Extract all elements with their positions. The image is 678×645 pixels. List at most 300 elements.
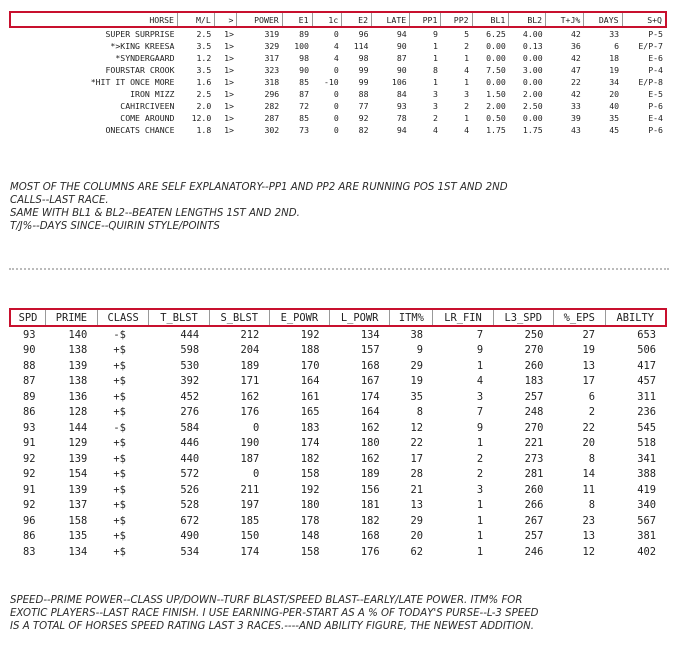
table-cell: 134 [68,545,88,558]
table-cell: 47 [570,65,581,75]
table-cell: 88 [22,359,36,372]
table-cell: 9 [476,344,484,357]
col-header: L3_SPD [493,309,553,326]
table-cell: 83 [22,545,36,558]
table-cell: 12 [410,421,423,434]
table-cell: 0 [333,89,339,99]
table-cell: 1 [464,77,470,87]
table-cell: 221 [524,437,544,450]
table-cell: 20 [609,89,620,99]
table-cell: E-6 [648,53,663,63]
columns-explanation-note [10,181,660,233]
table-cell: 260 [524,483,544,496]
table-row [10,420,666,436]
table-cell: 1 [476,514,484,527]
table-cell: 0.00 [486,41,506,51]
table-row [10,124,666,136]
table-cell: 3 [476,483,484,496]
col-header: PP1 [410,12,441,27]
table-cell: COME AROUND [120,113,175,123]
table-cell: 40 [609,101,620,111]
table-cell: 381 [637,530,656,543]
table-cell: ONECATS CHANCE [105,125,175,135]
table-cell: 96 [358,29,369,39]
table-cell: 162 [360,421,380,434]
table-cell: 0.13 [522,41,543,51]
table-cell: 270 [524,421,544,434]
note-line: T/J%--DAYS SINCE--QUIRIN STYLE/POINTS [10,221,220,232]
table-cell: 11 [582,483,596,496]
ratings-explanation-note [10,594,660,633]
table-cell: +$ [113,545,126,558]
table-cell: 188 [300,344,320,357]
col-header: POWER [237,12,282,27]
table-cell: 92 [22,499,36,512]
table-cell: 4.00 [522,29,543,39]
table-cell: 106 [391,77,407,87]
table-cell: 189 [240,359,260,372]
table-cell: 90 [22,344,36,357]
col-header: ITM% [390,309,433,326]
table-cell: 139 [68,452,88,465]
table-cell: 0.00 [486,77,506,87]
table-cell: +$ [113,483,126,496]
table-cell: 162 [240,390,260,403]
table-cell: 187 [240,452,260,465]
table-cell: 140 [68,328,88,341]
table-cell: E/P-8 [638,77,663,87]
table-cell: 170 [300,359,320,372]
table-cell: 92 [358,113,369,123]
table-cell: 91 [22,437,36,450]
table-cell: 27 [582,328,596,341]
table-cell: 9 [476,421,484,434]
table-cell: -$ [113,421,126,434]
table-cell: 2.00 [522,89,543,99]
note-line: CALLS--LAST RACE. [10,195,109,206]
table-cell: 0.00 [522,53,543,63]
table-cell: +$ [113,406,126,419]
table-cell: +$ [113,437,126,450]
table-cell: 13 [410,499,423,512]
table-cell: 180 [360,437,380,450]
table-cell: 672 [180,514,200,527]
table-cell: 45 [609,125,620,135]
table-cell: 98 [299,53,309,63]
table-cell: 87 [396,53,407,63]
col-header: SPD [10,309,46,326]
table-cell: 317 [264,53,280,63]
table-cell: 276 [180,406,200,419]
horse-summary-table [9,11,667,136]
table-cell: 2.00 [486,101,506,111]
table-cell: 99 [358,65,369,75]
table-cell: 88 [358,89,369,99]
table-cell: 158 [300,468,320,481]
table-cell: 506 [637,344,656,357]
table-cell: 319 [264,29,280,39]
table-cell: 530 [180,359,200,372]
table-cell: 296 [264,89,280,99]
table-cell: 13 [582,359,596,372]
table-cell: 182 [360,514,380,527]
table-cell: 340 [637,499,656,512]
table-cell: 1 [476,530,484,543]
col-header: DAYS [584,12,622,27]
table-cell: +$ [113,468,126,481]
table-cell: 267 [524,514,544,527]
table-cell: 183 [300,421,320,434]
table-cell: 1> [224,29,234,39]
table-cell: 1 [432,41,438,51]
table-cell: 2.5 [196,89,212,99]
note-line: EXOTIC PLAYERS--LAST RACE FINISH. I USE EARNING-PER-START AS A % OF TODAY'S PURSE--L-3 SPEED [10,608,539,619]
table-cell: 157 [360,344,380,357]
table-cell: 38 [410,328,423,341]
note-line: MOST OF THE COLUMNS ARE SELF EXPLANATORY--PP1 AND PP2 ARE RUNNING POS 1ST AND 2ND [10,182,508,193]
table-cell: 22 [582,421,596,434]
table-cell: P-4 [648,65,663,75]
table-cell: 3.5 [196,65,212,75]
table-cell: P-5 [648,29,663,39]
col-header: %_EPS [553,309,605,326]
table-cell: 35 [609,113,620,123]
table-cell: 22 [570,77,581,87]
col-header: L_POWR [330,309,390,326]
table-cell: 1 [476,359,484,372]
table-row [10,529,666,545]
table-row [10,482,666,498]
table-row [10,88,666,100]
table-cell: 171 [240,375,260,388]
table-cell: 440 [180,452,200,465]
table-row [10,544,666,560]
table-cell: -$ [113,328,126,341]
table-cell: 17 [582,375,596,388]
table-cell: 211 [240,483,260,496]
table-cell: 94 [396,29,407,39]
table-cell: 148 [300,530,320,543]
col-header: M/L [178,12,215,27]
table-cell: 72 [299,101,309,111]
table-cell: 14 [582,468,596,481]
table-cell: 1.75 [522,125,543,135]
table-cell: 98 [358,53,369,63]
table-cell: 0.00 [522,77,543,87]
table-cell: +$ [113,390,126,403]
table-cell: 174 [240,545,260,558]
table-cell: 156 [360,483,380,496]
table-cell: 93 [22,328,36,341]
table-cell: 1> [224,113,234,123]
table-cell: 174 [360,390,380,403]
table-cell: 4 [464,125,470,135]
table-cell: 273 [524,452,544,465]
col-header: PRIME [46,309,98,326]
table-cell: 4 [464,65,470,75]
table-cell: 93 [22,421,36,434]
col-header: T_BLST [149,309,209,326]
table-cell: 20 [410,530,423,543]
table-cell: 136 [68,390,88,403]
table-cell: +$ [113,530,126,543]
table-cell: 0 [333,65,339,75]
table-cell: 77 [358,101,369,111]
table-cell: 129 [68,437,88,450]
col-header: BL2 [509,12,546,27]
table-cell: 144 [68,421,88,434]
table-cell: 8 [588,452,596,465]
table-cell: 0 [333,113,339,123]
table-cell: 2 [588,406,596,419]
table-cell: 165 [300,406,320,419]
col-header: E_POWR [269,309,329,326]
table-row [10,27,666,40]
table-cell: 138 [68,375,88,388]
table-cell: 13 [582,530,596,543]
table-cell: 534 [180,545,200,558]
table-cell: E-5 [648,89,663,99]
table-cell: 270 [524,344,544,357]
table-cell: 545 [637,421,656,434]
table-cell: 164 [360,406,380,419]
table-cell: 33 [609,29,620,39]
table-cell: 341 [637,452,656,465]
table-cell: 490 [180,530,200,543]
col-header: S+Q [622,12,666,27]
table-row [10,52,666,64]
table-row [10,40,666,52]
table-cell: +$ [113,452,126,465]
table-cell: 0.00 [486,53,506,63]
table-cell: 87 [22,375,36,388]
table-cell: 19 [609,65,620,75]
table-cell: 2 [476,452,484,465]
table-cell: 36 [570,41,581,51]
table-cell: 446 [180,437,200,450]
table-cell: 281 [524,468,544,481]
table-cell: 5 [464,29,470,39]
table-cell: 0 [333,29,339,39]
table-cell: 653 [637,328,656,341]
table-cell: 96 [22,514,36,527]
table-cell: IRON MIZZ [130,89,175,99]
table-cell: 6.25 [486,29,506,39]
table-cell: 598 [180,344,200,357]
table-cell: 9 [432,29,438,39]
table-cell: 212 [240,328,260,341]
table-cell: 89 [299,29,309,39]
table-cell: 3 [464,89,470,99]
note-line: SAME WITH BL1 & BL2--BEATEN LENGTHS 1ST AND 2ND. [10,208,300,219]
table-cell: 0 [253,421,260,434]
table-cell: 154 [68,468,88,481]
table-cell: 2 [476,468,484,481]
table-cell: 18 [609,53,620,63]
table-cell: 0 [333,125,339,135]
table-row [10,374,666,390]
col-header: T+J% [546,12,584,27]
table-cell: P-6 [648,101,663,111]
table-cell: 1.50 [486,89,506,99]
table-cell: 6 [614,41,620,51]
table-cell: 93 [396,101,407,111]
table-cell: 3.5 [196,41,212,51]
table-cell: +$ [113,514,126,527]
table-cell: 0 [333,101,339,111]
table-cell: +$ [113,499,126,512]
col-header: CLASS [97,309,149,326]
note-line: SPEED--PRIME POWER--CLASS UP/DOWN--TURF BLAST/SPEED BLAST--EARLY/LATE POWER. ITM% FOR [10,595,523,606]
table-cell: 2.50 [522,101,543,111]
table-cell: 4 [333,41,339,51]
ratings-table [9,308,667,560]
table-cell: *>KING KREESA [110,41,175,51]
table-cell: 17 [410,452,423,465]
col-header: S_BLST [209,309,269,326]
col-header: E1 [282,12,312,27]
table-cell: 100 [294,41,309,51]
table-cell: 236 [637,406,656,419]
table-cell: 572 [180,468,200,481]
table-cell: 388 [637,468,656,481]
col-header: E2 [342,12,372,27]
table-cell: 329 [264,41,280,51]
table-cell: 92 [22,468,36,481]
table-cell: 91 [22,483,36,496]
table-cell: *SYNDERGAARD [115,53,175,63]
table-cell: 174 [300,437,320,450]
table-cell: 323 [264,65,280,75]
table-cell: 162 [360,452,380,465]
table-cell: 260 [524,359,544,372]
table-cell: 392 [180,375,200,388]
table-cell: 1> [224,89,234,99]
table-cell: 138 [68,344,88,357]
table-cell: 85 [299,77,309,87]
table-cell: 1.8 [196,125,212,135]
table-cell: 39 [570,113,581,123]
table-cell: 3.00 [522,65,543,75]
table-cell: 257 [524,390,544,403]
table-cell: 82 [358,125,369,135]
table-row [10,326,666,343]
table-cell: 185 [240,514,260,527]
table-cell: 452 [180,390,200,403]
table-cell: 444 [180,328,200,341]
table-cell: 181 [360,499,380,512]
table-cell: 135 [68,530,88,543]
table-row [10,389,666,405]
table-cell: 43 [570,125,581,135]
table-cell: 250 [524,328,544,341]
table-cell: 266 [524,499,544,512]
table-cell: SUPER SURPRISE [105,29,175,39]
table-cell: 180 [300,499,320,512]
table-cell: 84 [396,89,407,99]
table-cell: 35 [410,390,423,403]
table-cell: 1.6 [196,77,212,87]
table-cell: FOURSTAR CROOK [105,65,175,75]
table-cell: 402 [637,545,656,558]
table-cell: 3 [476,390,484,403]
table-cell: E-4 [648,113,663,123]
table-cell: P-6 [648,125,663,135]
table-cell: 90 [396,41,407,51]
table-cell: 6 [588,390,596,403]
table-cell: 12.0 [191,113,212,123]
table-cell: 19 [410,375,423,388]
table-cell: 8 [416,406,423,419]
table-cell: 1> [224,65,234,75]
table-cell: 190 [240,437,260,450]
table-row [10,76,666,88]
table-row [10,405,666,421]
note-line: IS A TOTAL OF HORSES SPEED RATING LAST 3 RACES.----AND ABILITY FIGURE, THE NEWEST ADDITION. [10,621,534,632]
table-cell: 86 [22,530,36,543]
table-cell: 584 [180,421,200,434]
table-cell: 92 [22,452,36,465]
table-cell: 168 [360,359,380,372]
table-cell: 73 [299,125,309,135]
table-cell: 137 [68,499,88,512]
table-cell: 4 [333,53,339,63]
table-row [10,343,666,359]
table-cell: 0.50 [486,113,506,123]
table-cell: 1> [224,101,234,111]
table-cell: 4 [432,125,438,135]
table-cell: 134 [360,328,380,341]
table-cell: 189 [360,468,380,481]
table-cell: 9 [416,344,423,357]
col-header: > [214,12,237,27]
table-row [10,100,666,112]
table-row [10,498,666,514]
table-cell: +$ [113,344,126,357]
table-cell: 457 [637,375,656,388]
table-cell: E/P-7 [638,41,663,51]
table-cell: 34 [609,77,620,87]
table-cell: 183 [524,375,544,388]
table-cell: 29 [410,359,423,372]
table-cell: 282 [264,101,280,111]
table-row [10,467,666,483]
table-cell: 1 [464,53,470,63]
table-cell: 176 [360,545,380,558]
dotted-divider [9,268,669,270]
table-cell: 0.00 [522,113,543,123]
table-cell: 257 [524,530,544,543]
table-cell: 3 [432,101,438,111]
col-header: HORSE [10,12,178,27]
table-cell: 2.0 [196,101,212,111]
table-cell: 1 [432,77,438,87]
table-cell: 139 [68,483,88,496]
table-cell: 419 [637,483,656,496]
col-header: PP2 [441,12,472,27]
table-cell: 128 [68,406,88,419]
table-cell: 567 [637,514,656,527]
table-cell: 204 [240,344,260,357]
table-cell: 114 [353,41,369,51]
table-cell: 168 [360,530,380,543]
table-cell: 1 [476,545,484,558]
table-cell: 2.5 [196,29,212,39]
table-cell: 248 [524,406,544,419]
table-cell: 62 [410,545,423,558]
table-cell: 0 [253,468,260,481]
table-cell: 192 [300,483,320,496]
